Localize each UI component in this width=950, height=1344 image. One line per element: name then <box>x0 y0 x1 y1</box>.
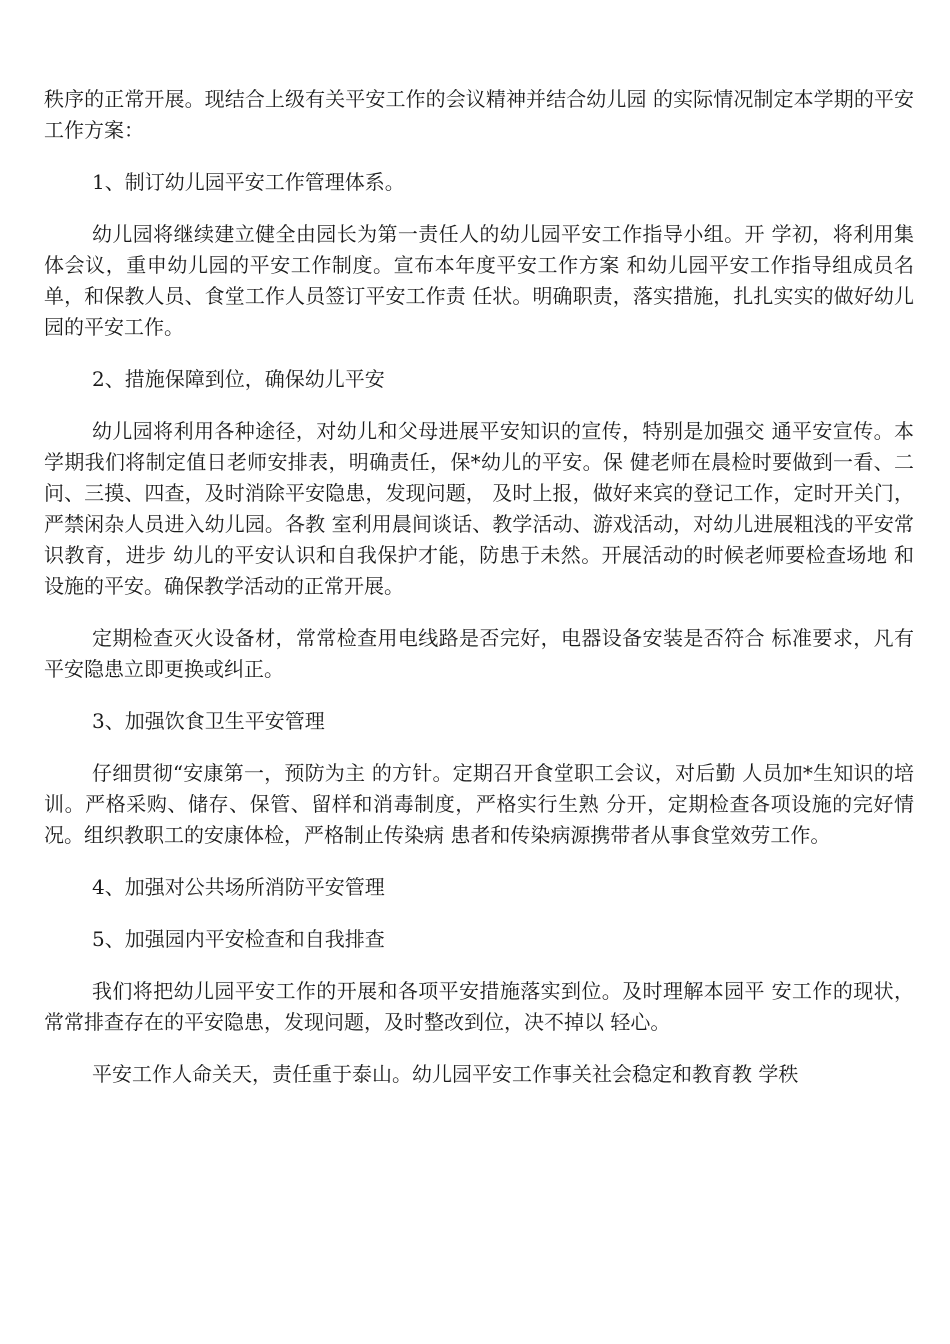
paragraph-section-1: 幼儿园将继续建立健全由园长为第一责任人的幼儿园平安工作指导小组。开 学初，将利用集体会议，重申幼儿园的平安工作制度。宣布本年度平安工作方案 和幼儿园平安工作指导组成员名单，和保教人员、食堂工作人员签订平安工作责 任状。明确职责，落实措施，扎扎实实的做好幼儿园的平安工作。 <box>44 222 914 339</box>
section-heading-2: 2、措施保障到位，确保幼儿平安 <box>92 367 385 391</box>
paragraph-fire-equipment: 定期检查灭火设备材，常常检查用电线路是否完好，电器设备安装是否符合 标准要求，凡有平安隐患立即更换或纠正。 <box>44 626 914 681</box>
paragraph-intro: 秩序的正常开展。现结合上级有关平安工作的会议精神并结合幼儿园 的实际情况制定本学期的平安工作方案： <box>44 87 914 142</box>
paragraph-section-5: 我们将把幼儿园平安工作的开展和各项平安措施落实到位。及时理解本园平 安工作的现状，常常排查存在的平安隐患，发现问题，及时整改到位，决不掉以 轻心。 <box>44 979 914 1034</box>
document-page <box>44 84 914 1111</box>
section-heading-5: 5、加强园内平安检查和自我排查 <box>92 927 385 951</box>
paragraph-section-3: 仔细贯彻“安康第一，预防为主 的方针。定期召开食堂职工会议，对后勤 人员加*生知识的培训。严格采购、储存、保管、留样和消毒制度，严格实行生熟 分开，定期检查各项设施的完好情况。组织教职工的安康体检，严格制止传染病 患者和传染病源携带者从事食堂效劳工作。 <box>44 761 914 847</box>
section-heading-4: 4、加强对公共场所消防平安管理 <box>92 875 385 899</box>
section-heading-3: 3、加强饮食卫生平安管理 <box>92 709 325 733</box>
paragraph-section-2: 幼儿园将利用各种途径，对幼儿和父母进展平安知识的宣传，特别是加强交 通平安宣传。本学期我们将制定值日老师安排表，明确责任，保*幼儿的平安。保 健老师在晨检时要做到一看、二问、三摸、四查，及时消除平安隐患，发现问题， 及时上报，做好来宾的登记工作，定时开关门，严禁闲杂人员进入幼儿园。各教 室利用晨间谈话、教学活动、游戏活动，对幼儿进展粗浅的平安常识教育，进步 幼儿的平安认识和自我保护才能，防患于未然。开展活动的时候老师要检查场地 和设施的平安。确保教学活动的正常开展。 <box>44 419 914 598</box>
section-heading-1: 1、制订幼儿园平安工作管理体系。 <box>92 170 405 194</box>
paragraph-closing: 平安工作人命关天，责任重于泰山。幼儿园平安工作事关社会稳定和教育教 学秩 <box>92 1062 799 1086</box>
